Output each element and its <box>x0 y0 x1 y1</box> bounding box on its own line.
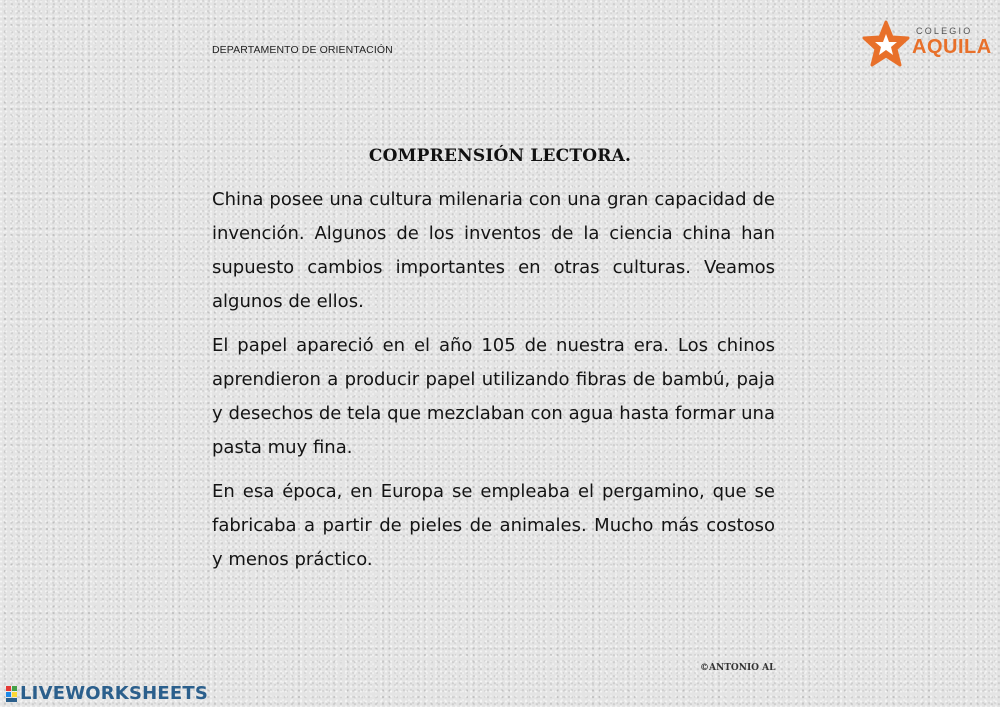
paragraph-2: El papel apareció en el año 105 de nuestra era. Los chinos aprendieron a producir papel utilizando fibras de bambú, paja y desechos de tela que mezclaban con agua hasta formar una pasta muy fina. <box>212 335 775 458</box>
page-title: COMPRENSIÓN LECTORA. <box>368 146 632 166</box>
department-label: DEPARTAMENTO DE ORIENTACIÓN <box>212 44 393 56</box>
logo-colegio-text: COLEGIO <box>916 26 973 36</box>
liveworksheets-logo-icon <box>6 686 18 702</box>
logo-aquila-text: AQUILA <box>912 36 992 58</box>
liveworksheets-text: LIVEWORKSHEETS <box>20 683 209 704</box>
school-logo <box>862 20 992 70</box>
reading-text <box>212 183 775 587</box>
star-logo-icon <box>862 20 910 68</box>
paragraph-3: En esa época, en Europa se empleaba el pergamino, que se fabricaba a partir de pieles de animales. Mucho más costoso y menos práctico. <box>212 481 775 570</box>
copyright-note: ©ANTONIO AL <box>700 663 776 673</box>
paragraph-1: China posee una cultura milenaria con una gran capacidad de invención. Algunos de los inventos de la ciencia china han supuesto cambios importantes en otras culturas. Veamos algunos de ellos. <box>212 189 775 312</box>
